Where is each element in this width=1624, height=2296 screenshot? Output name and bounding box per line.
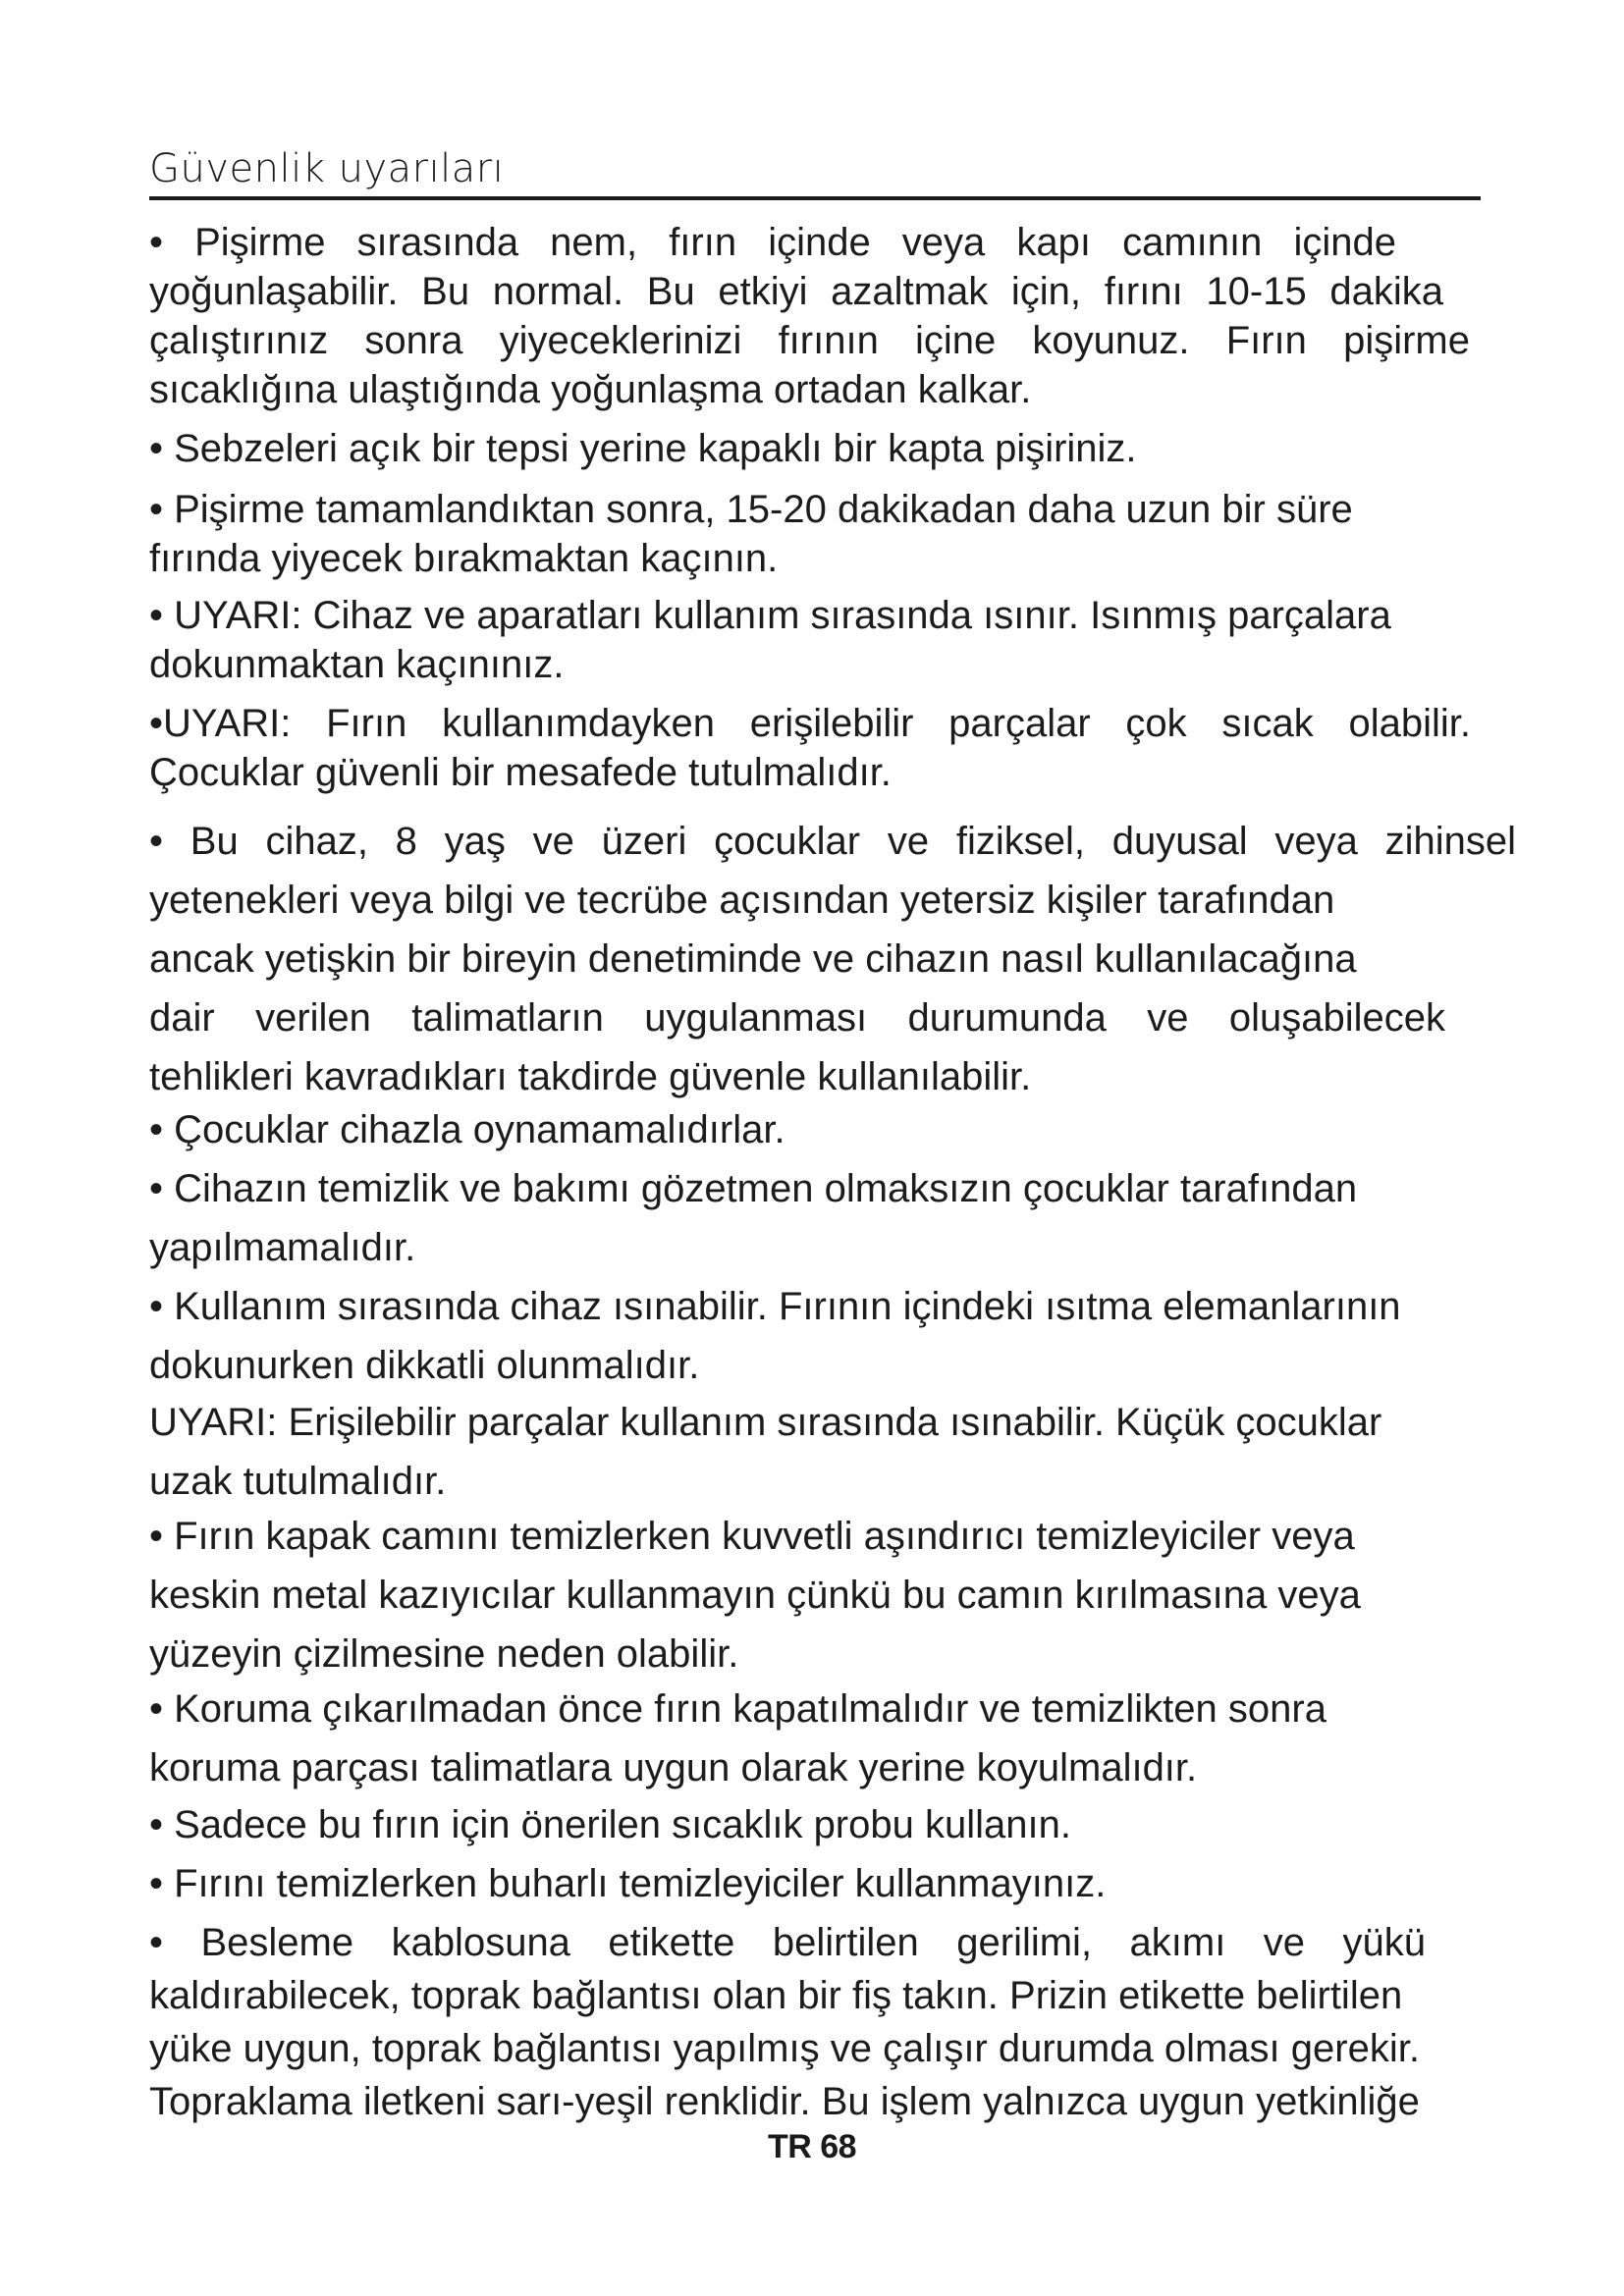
paragraph-door-glass [149, 1512, 1543, 1679]
text-line: • Pişirme tamamlandıktan sonra, 15-20 dakikadan daha uzun bir süre [149, 488, 1353, 531]
paragraph-vegetables [149, 424, 1543, 473]
text-line: Topraklama iletkeni sarı-yeşil renklidir. Bu işlem yalnızca uygun yetkinliğe [149, 2080, 1420, 2123]
text-line: ancak yetişkin bir bireyin denetiminde ve cihazın nasıl kullanılacağına [149, 937, 1357, 981]
text-line: fırında yiyecek bırakmaktan kaçının. [149, 537, 779, 580]
text-line: • Çocuklar cihazla oynamamalıdırlar. [149, 1108, 785, 1151]
text-line: yüzeyin çizilmesine neden olabilir. [149, 1632, 739, 1676]
text-line: • Pişirme sırasında nem, fırın içinde veya kapı camının içinde [149, 221, 1396, 264]
text-line: • Koruma çıkarılmadan önce fırın kapatılmalıdır ve temizlikten sonra [149, 1687, 1326, 1731]
title-underline [149, 196, 1481, 200]
text-line: yetenekleri veya bilgi ve tecrübe açısından yetersiz kişiler tarafından [149, 879, 1335, 922]
paragraph-children-supervision [149, 817, 1543, 1111]
text-line: yüke uygun, toprak bağlantısı yapılmış ve çalışır durumda olması gerekir. [149, 2027, 1420, 2070]
text-line: dokunmaktan kaçınınız. [149, 643, 565, 686]
text-line: • Sebzeleri açık bir tepsi yerine kapaklı bir kapta pişiriniz. [149, 427, 1137, 470]
paragraph-condensation [149, 218, 1543, 414]
text-line: • Sadece bu fırın için önerilen sıcaklık probu kullanın. [149, 1803, 1071, 1846]
text-line: sıcaklığına ulaştığında yoğunlaşma ortadan kalkar. [149, 368, 1032, 411]
paragraph-hot-accessories [149, 591, 1543, 689]
text-line: tehlikleri kavradıkları takdirde güvenle kullanılabilir. [149, 1055, 1032, 1098]
paragraph-steam-cleaners [149, 1859, 1543, 1908]
text-line: çalıştırınız sonra yiyeceklerinizi fırının içine koyunuz. Fırın pişirme [149, 319, 1470, 362]
text-line: • UYARI: Cihaz ve aparatları kullanım sırasında ısınır. Isınmış parçalara [149, 594, 1391, 637]
text-line: • Fırın kapak camını temizlerken kuvvetli aşındırıcı temizleyiciler veya [149, 1515, 1355, 1558]
text-line: yoğunlaşabilir. Bu normal. Bu etkiyi azaltmak için, fırını 10-15 dakika [149, 270, 1443, 313]
text-line: • Kullanım sırasında cihaz ısınabilir. Fırının içindeki ısıtma elemanlarının [149, 1285, 1401, 1328]
paragraph-leftover-food [149, 485, 1543, 583]
paragraph-accessible-parts [149, 1398, 1543, 1506]
text-line: • Besleme kablosuna etikette belirtilen gerilimi, akımı ve yükü [149, 1921, 1426, 1964]
text-line: kaldırabilecek, toprak bağlantısı olan bir fiş takın. Prizin etikette belirtilen [149, 1974, 1403, 2017]
text-line: Çocuklar güvenli bir mesafede tutulmalıdır. [149, 751, 892, 794]
text-line: • Cihazın temizlik ve bakımı gözetmen olmaksızın çocuklar tarafından [149, 1167, 1358, 1210]
paragraph-heating-elements [149, 1282, 1543, 1390]
paragraph-children-play [149, 1105, 1543, 1154]
text-line: • Fırını temizlerken buharlı temizleyiciler kullanmayınız. [149, 1862, 1107, 1905]
paragraph-power-cable [149, 1918, 1543, 2126]
text-line: UYARI: Erişilebilir parçalar kullanım sırasında ısınabilir. Küçük çocuklar [149, 1401, 1382, 1444]
text-line: dair verilen talimatların uygulanması durumunda ve oluşabilecek [149, 996, 1445, 1040]
paragraph-temperature-probe [149, 1800, 1543, 1849]
text-line: • Bu cihaz, 8 yaş ve üzeri çocuklar ve fiziksel, duyusal veya zihinsel [149, 820, 1516, 863]
paragraph-guard-removal [149, 1684, 1543, 1792]
text-line: uzak tutulmalıdır. [149, 1460, 447, 1503]
section-title: Güvenlik uyarıları [149, 146, 505, 191]
text-line: dokunurken dikkatli olunmalıdır. [149, 1344, 700, 1387]
text-line: yapılmamalıdır. [149, 1226, 416, 1269]
text-line: keskin metal kazıyıcılar kullanmayın çünkü bu camın kırılmasına veya [149, 1574, 1361, 1617]
text-line: koruma parçası talimatlara uygun olarak yerine koyulmalıdır. [149, 1746, 1198, 1789]
paragraph-hot-parts-warning [149, 699, 1543, 797]
text-line: •UYARI: Fırın kullanımdayken erişilebilir parçalar çok sıcak olabilir. [149, 702, 1471, 745]
page-number: TR 68 [767, 2128, 857, 2165]
paragraph-cleaning-children [149, 1164, 1543, 1272]
